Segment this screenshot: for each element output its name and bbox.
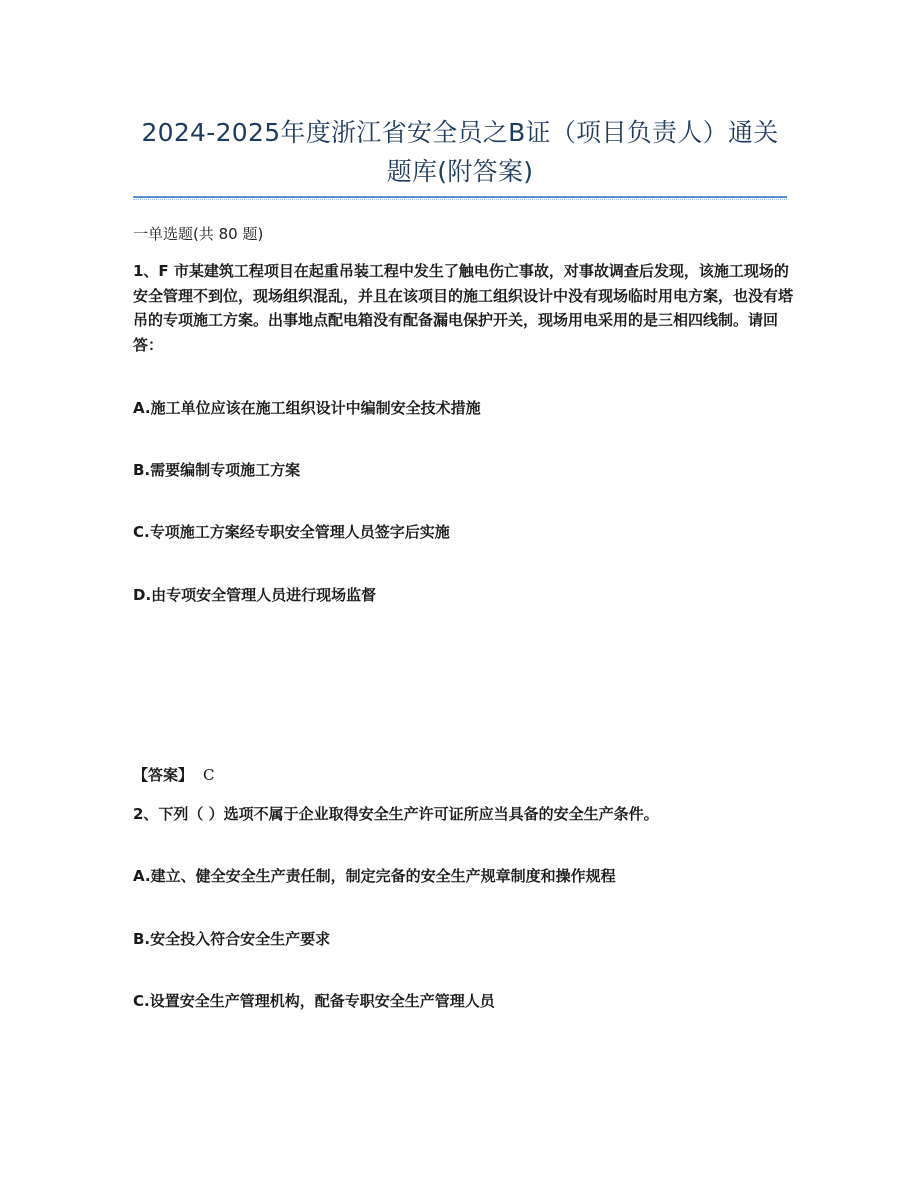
question-2-option-b: B.安全投入符合安全生产要求 xyxy=(133,930,331,948)
answer-value: C xyxy=(203,766,215,784)
question-1-option-d: D.由专项安全管理人员进行现场监督 xyxy=(133,586,377,604)
question-2-option-a: A.建立、健全安全生产责任制，制定完备的安全生产规章制度和操作规程 xyxy=(133,867,616,885)
question-1-option-b: B.需要编制专项施工方案 xyxy=(133,461,301,479)
question-2-stem: 2、下列（ ）选项不属于企业取得安全生产许可证所应当具备的安全生产条件。 xyxy=(133,805,659,823)
question-1-option-a: A.施工单位应该在施工组织设计中编制安全技术措施 xyxy=(133,399,481,417)
question-1-stem: 1、F 市某建筑工程项目在起重吊装工程中发生了触电伤亡事故，对事故调查后发现，该施工现场的安全管理不到位，现场组织混乱，并且在该项目的施工组织设计中没有现场临时用电方案，也没有塔吊的专项施工方案。出事地点配电箱没有配备漏电保护开关，现场用电采用的是三相四线制。请回答： xyxy=(133,262,794,355)
answer-label: 【答案】 xyxy=(133,766,194,784)
document-title: 2024-2025年度浙江省安全员之B证（项目负责人）通关题库(附答案) xyxy=(141,118,779,186)
title-divider xyxy=(133,196,787,198)
question-1-answer xyxy=(133,763,793,788)
question-1-option-c: C.专项施工方案经专职安全管理人员签字后实施 xyxy=(133,523,450,541)
question-2-option-c: C.设置安全生产管理机构，配备专职安全生产管理人员 xyxy=(133,992,495,1010)
section-heading: 一单选题(共 80 题) xyxy=(133,225,264,243)
